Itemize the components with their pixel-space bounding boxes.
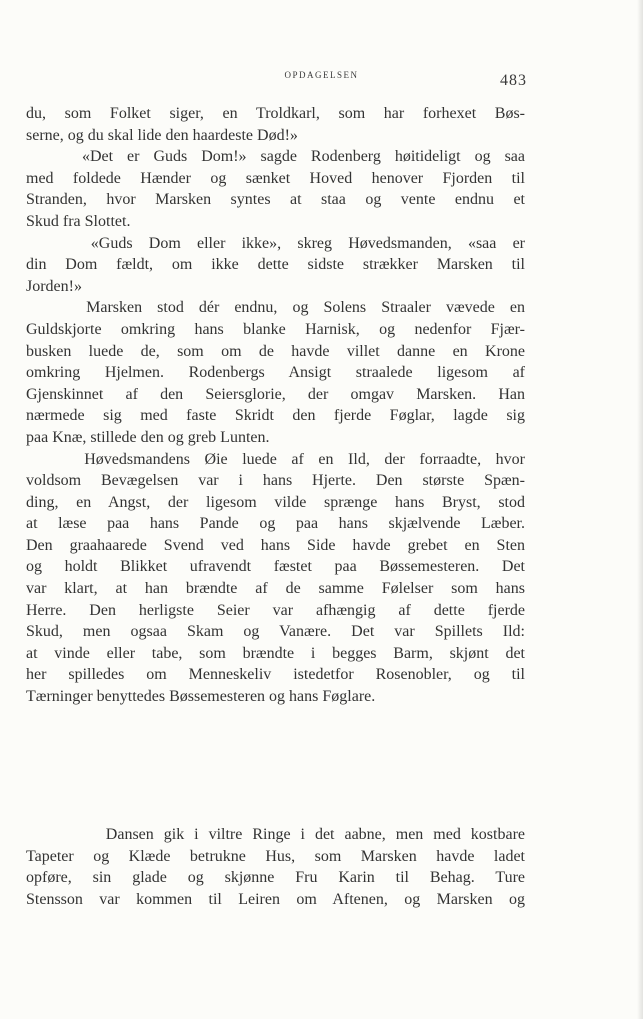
text-line: «Guds Dom eller ikke», skreg Høvedsmanden, «saa er [26,234,525,252]
text-line: Skud fra Slottet. [26,212,131,230]
text-line: Gjenskinnet af den Seiersglorie, der omgav Marsken. Han [26,385,525,403]
text-line: ding, en Angst, der ligesom vilde sprænge hans Bryst, stod [26,493,525,511]
text-line: nærmede sig med faste Skridt den fjerde Føglar, lagde sig [26,407,525,425]
text-line: Guldskjorte omkring hans blanke Harnisk, og nedenfor Fjær- [26,320,525,338]
page-edge-shadow [637,0,643,1019]
running-head: OPDAGELSEN [284,70,359,80]
text-line: Skud, men ogsaa Skam og Vanære. Det var Spillets Ild: [26,623,525,641]
text-line: Stranden, hvor Marsken syntes at staa og vente endnu et [26,191,525,209]
text-line: opføre, sin glade og skjønne Fru Karin til Behag. Ture [26,869,525,887]
text-line: du, som Folket siger, en Troldkarl, som har forhexet Bøs- [26,105,525,122]
text-line: Den graahaarede Svend ved hans Side havde grebet en Sten [26,536,525,554]
text-line: her spilledes om Menneskeliv istedetfor Rosenobler, og til [26,666,525,684]
text-line: Marsken stod dér endnu, og Solens Straaler vævede en [26,299,525,317]
text-line: paa Knæ, stillede den og greb Lunten. [26,428,270,446]
text-line: «Det er Guds Dom!» sagde Rodenberg høitideligt og saa [26,148,525,166]
text-line: Tærninger benyttedes Bøssemesteren og hans Føglare. [26,688,376,706]
text-line: voldsom Bevægelsen var i hans Hjerte. Den største Spæn- [26,472,525,490]
text-line: Stensson var kommen til Leiren om Aftenen, og Marsken og [26,890,525,908]
text-line: var klart, at han brændte af de samme Følelser som hans [26,580,525,598]
text-line: at vinde eller tabe, som brændte i begges Barm, skjønt det [26,644,525,662]
text-line: Herre. Den herligste Seier var afhængig af dette fjerde [26,601,525,619]
text-line: serne, og du skal lide den haardeste Død!» [26,126,298,144]
text-line: din Dom fældt, om ikke dette sidste strækker Marsken til [26,256,525,274]
text-line: Tapeter og Klæde betrukne Hus, som Marsken havde ladet [26,847,525,865]
body-text-block-2 [26,824,525,910]
text-line: Dansen gik i viltre Ringe i det aabne, men med kostbare [26,826,525,843]
body-text-block-1 [26,103,525,708]
text-line: busken luede de, som om de havde villet danne en Krone [26,342,525,360]
text-line: at læse paa hans Pande og paa hans skjælvende Læber. [26,515,525,533]
text-line: og holdt Blikket ufravendt fæstet paa Bøssemesteren. Det [26,558,525,576]
text-line: med foldede Hænder og sænket Hoved henover Fjorden til [26,169,525,187]
text-line: omkring Hjelmen. Rodenbergs Ansigt straalede ligesom af [26,364,525,382]
text-line: Jorden!» [26,277,82,295]
text-line: Høvedsmandens Øie luede af en Ild, der forraadte, hvor [26,450,525,468]
page-number: 483 [500,72,527,89]
